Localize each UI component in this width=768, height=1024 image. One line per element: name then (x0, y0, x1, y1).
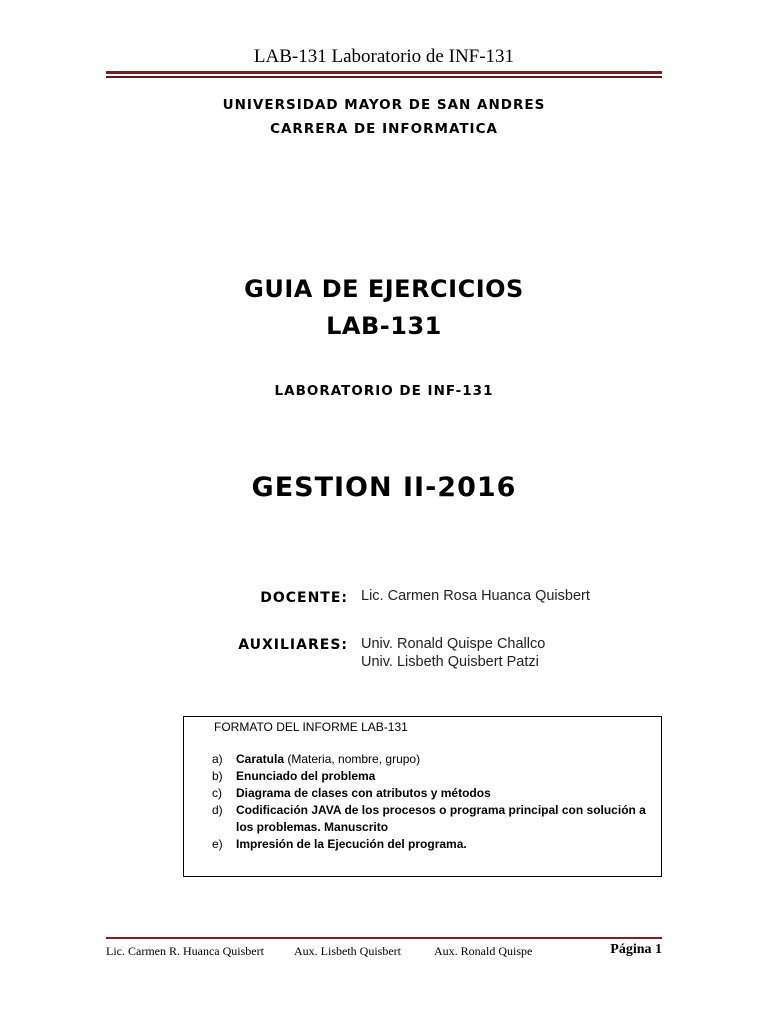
auxiliares-list (361, 635, 545, 671)
footer-author-aux2: Aux. Ronald Quispe (434, 944, 533, 958)
list-item-bold: Codificación JAVA de los procesos o programa principal con solución a los problemas. Manuscrito (236, 803, 646, 834)
auxiliar-name: Univ. Lisbeth Quisbert Patzi (361, 654, 539, 670)
list-item-bold: Impresión de la Ejecución del programa. (236, 837, 467, 851)
cover-title-line2: LAB-131 (326, 312, 442, 340)
list-marker: d) (212, 803, 223, 817)
auxiliar-name: Univ. Ronald Quispe Challco (361, 636, 546, 652)
page-number: Página 1 (610, 942, 662, 957)
list-item-bold: Caratula (236, 752, 285, 766)
list-item-rest: (Materia, nombre, grupo) (284, 752, 421, 766)
footer-author-docente: Lic. Carmen R. Huanca Quisbert (106, 944, 264, 958)
list-item (214, 768, 651, 785)
docente-label: DOCENTE: (260, 590, 348, 606)
cover-subtitle: LABORATORIO DE INF-131 (274, 383, 494, 399)
cover-title-line1: GUIA DE EJERCICIOS (244, 275, 524, 303)
auxiliares-label: AUXILIARES: (238, 637, 348, 653)
footer-rule (106, 937, 662, 939)
list-item (214, 751, 651, 768)
format-list (214, 751, 651, 853)
cover-gestion: GESTION II-2016 (251, 472, 517, 503)
list-marker: c) (212, 786, 222, 800)
list-item-bold: Diagrama de clases con atributos y métodos (236, 786, 491, 800)
list-item (214, 802, 651, 836)
list-item-bold: Enunciado del problema (236, 769, 376, 783)
career-name: CARRERA DE INFORMATICA (270, 121, 498, 137)
list-item (214, 836, 651, 853)
list-item (214, 785, 651, 802)
list-marker: a) (212, 752, 223, 766)
format-box (183, 716, 662, 877)
footer-author-aux1: Aux. Lisbeth Quisbert (294, 944, 401, 958)
university-name: UNIVERSIDAD MAYOR DE SAN ANDRES (222, 97, 546, 113)
header-title: LAB-131 Laboratorio de INF-131 (253, 46, 515, 67)
list-marker: e) (212, 837, 223, 851)
format-title: FORMATO DEL INFORME LAB-131 (214, 720, 408, 734)
header-rule-bottom (106, 76, 662, 78)
docente-value: Lic. Carmen Rosa Huanca Quisbert (361, 588, 590, 604)
header-rule-top (106, 71, 662, 74)
list-marker: b) (212, 769, 223, 783)
